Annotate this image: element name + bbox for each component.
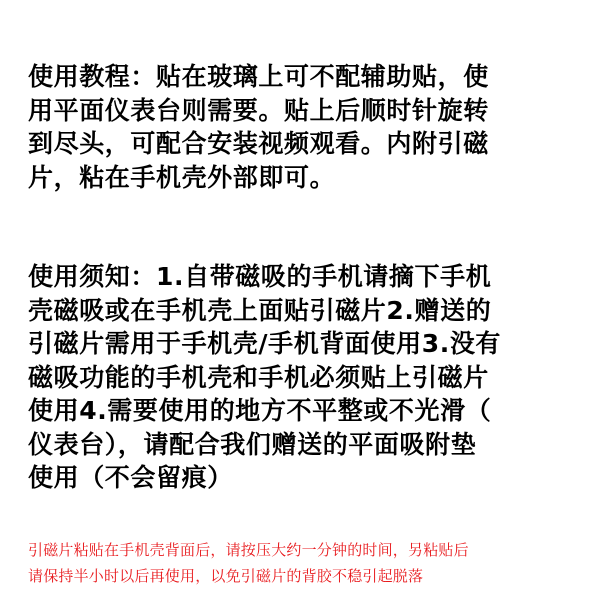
- tutorial-line: 使用教程：贴在玻璃上可不配辅助贴，使: [28, 62, 489, 91]
- notice-line: 使用4.需要使用的地方不平整或不光滑（: [28, 396, 492, 425]
- usage-notice-paragraph: [28, 260, 576, 495]
- red-warning-note: [28, 537, 588, 589]
- notice-line: 使用须知：1.自带磁吸的手机请摘下手机: [28, 262, 492, 291]
- notice-line: 引磁片需用于手机壳/手机背面使用3.没有: [28, 329, 502, 358]
- notice-line: 壳磁吸或在手机壳上面贴引磁片2.赠送的: [28, 295, 492, 325]
- tutorial-line: 片，粘在手机壳外部即可。: [28, 162, 336, 192]
- warning-line: 引磁片粘贴在手机壳背面后，请按压大约一分钟的时间，另粘贴后: [28, 541, 469, 559]
- tutorial-line: 到尽头，可配合安装视频观看。内附引磁: [28, 129, 489, 158]
- notice-line: 使用（不会留痕）: [28, 463, 233, 492]
- notice-line: 磁吸功能的手机壳和手机必须贴上引磁片: [28, 362, 489, 392]
- warning-line: 请保持半小时以后再使用，以免引磁片的背胶不稳引起脱落: [28, 567, 424, 585]
- usage-tutorial-paragraph: [28, 60, 576, 194]
- tutorial-line: 用平面仪表台则需要。贴上后顺时针旋转: [28, 95, 489, 125]
- notice-line: 仪表台），请配合我们赠送的平面吸附垫: [28, 429, 477, 459]
